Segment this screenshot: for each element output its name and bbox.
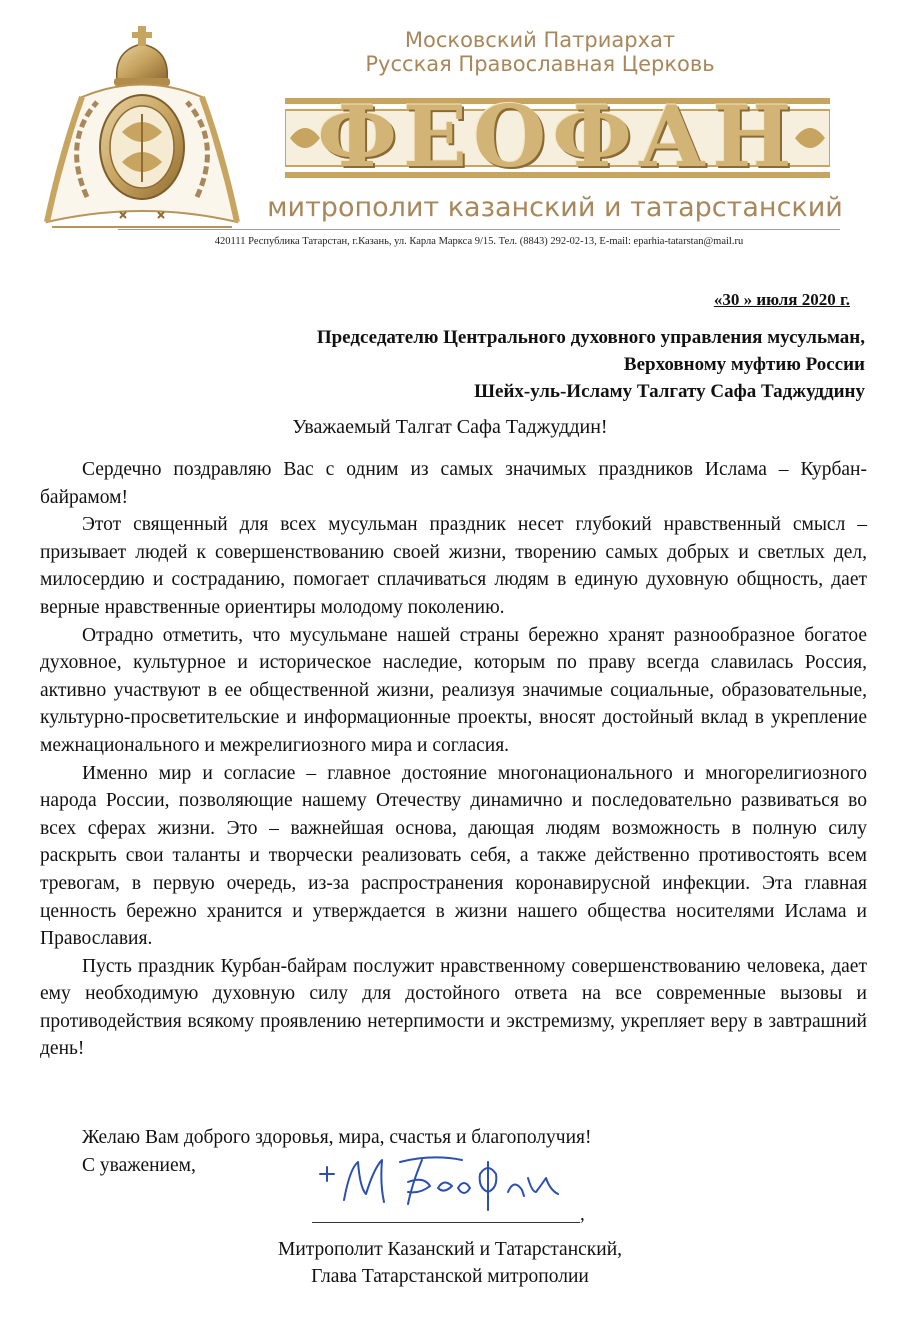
body-paragraph: Отрадно отметить, что мусульмане нашей страны бережно хранят разнообразное богатое духовное, культурное и историческое наследие, которым по праву всегда славилась Россия, активно участвуют в ее общественной жизни, реализуя значимые социальные, образовательные, культурно-просветительские и информационные проекты, вносят достойный вклад в укрепление межнационального и межрелигиозного мира и согласия. [40,624,867,756]
contact-address: 420111 Республика Татарстан, г.Казань, ул. Карла Маркса 9/15. Тел. (8843) 292-02-13, E-mail: eparhia-tatarstan@mail.ru [214,236,744,247]
signer-title: Митрополит Казанский и Татарстанский, [277,1239,623,1260]
regards-line: С уважением, [82,1154,196,1176]
coat-of-arms-emblem [22,22,262,237]
letter-date: «30 » июля 2020 г. [713,290,850,309]
recipient-block [120,324,865,405]
signature-comma: , [580,1204,585,1225]
org-line-patriarchate: Московский Патриархат [404,28,676,52]
body-paragraph: Сердечно поздравляю Вас с одним из самых значимых праздников Ислама – Курбан-байрамом! [40,459,867,508]
recipient-line: Председателю Центрального духовного управления мусульман, [316,327,865,348]
handwritten-signature [312,1148,572,1218]
signer-role: Глава Татарстанской митрополии [311,1266,589,1287]
wishes-line: Желаю Вам доброго здоровья, мира, счастья и благополучия! [82,1127,592,1148]
signature-line [312,1222,580,1223]
salutation: Уважаемый Талгат Сафа Таджуддин! [292,416,608,438]
org-line-church: Русская Православная Церковь [365,52,715,76]
letterhead [0,0,900,265]
letter-body [40,456,867,1063]
body-paragraph: Именно мир и согласие – главное достояние многонационального и многорелигиозного народа России, позволяющие нашему Отечеству динамично и последовательно развиваться во всех сферах жизни. Это – важнейшая основа, дающая людям возможность в полную силу раскрыть свои таланты и творчески реализовать себя, а также действенно противостоять всем тревогам, в первую очередь, из-за распространения коронавирусной инфекции. Эта главная ценность бережно хранится и утверждается в жизни нашего общества носителями Ислама и Православия. [40,762,867,950]
metropolitan-name: ФЕОФАН [317,86,798,186]
body-paragraph: Этот священный для всех мусульман праздник несет глубокий нравственный смысл – призывает людей к совершенствованию своей жизни, творению самых добрых и светлых дел, милосердию и состраданию, помогает сплачиваться людям в единую духовную общность, дает верные нравственные ориентиры молодому поколению. [40,514,867,618]
recipient-line: Верховному муфтию России [623,354,865,375]
metropolitan-title: митрополит казанский и татарстанский [267,192,843,223]
body-paragraph: Пусть праздник Курбан-байрам послужит нравственному совершенствованию человека, дает ему необходимую духовную силу для достойного ответа на все современные вызовы и противодействия всякому проявлению нетерпимости и экстремизму, укрепляет веру в завтрашний день! [40,955,867,1060]
signer-block [150,1236,750,1290]
letterhead-divider [118,229,840,230]
recipient-line: Шейх-уль-Исламу Талгату Сафа Таджуддину [474,381,865,402]
